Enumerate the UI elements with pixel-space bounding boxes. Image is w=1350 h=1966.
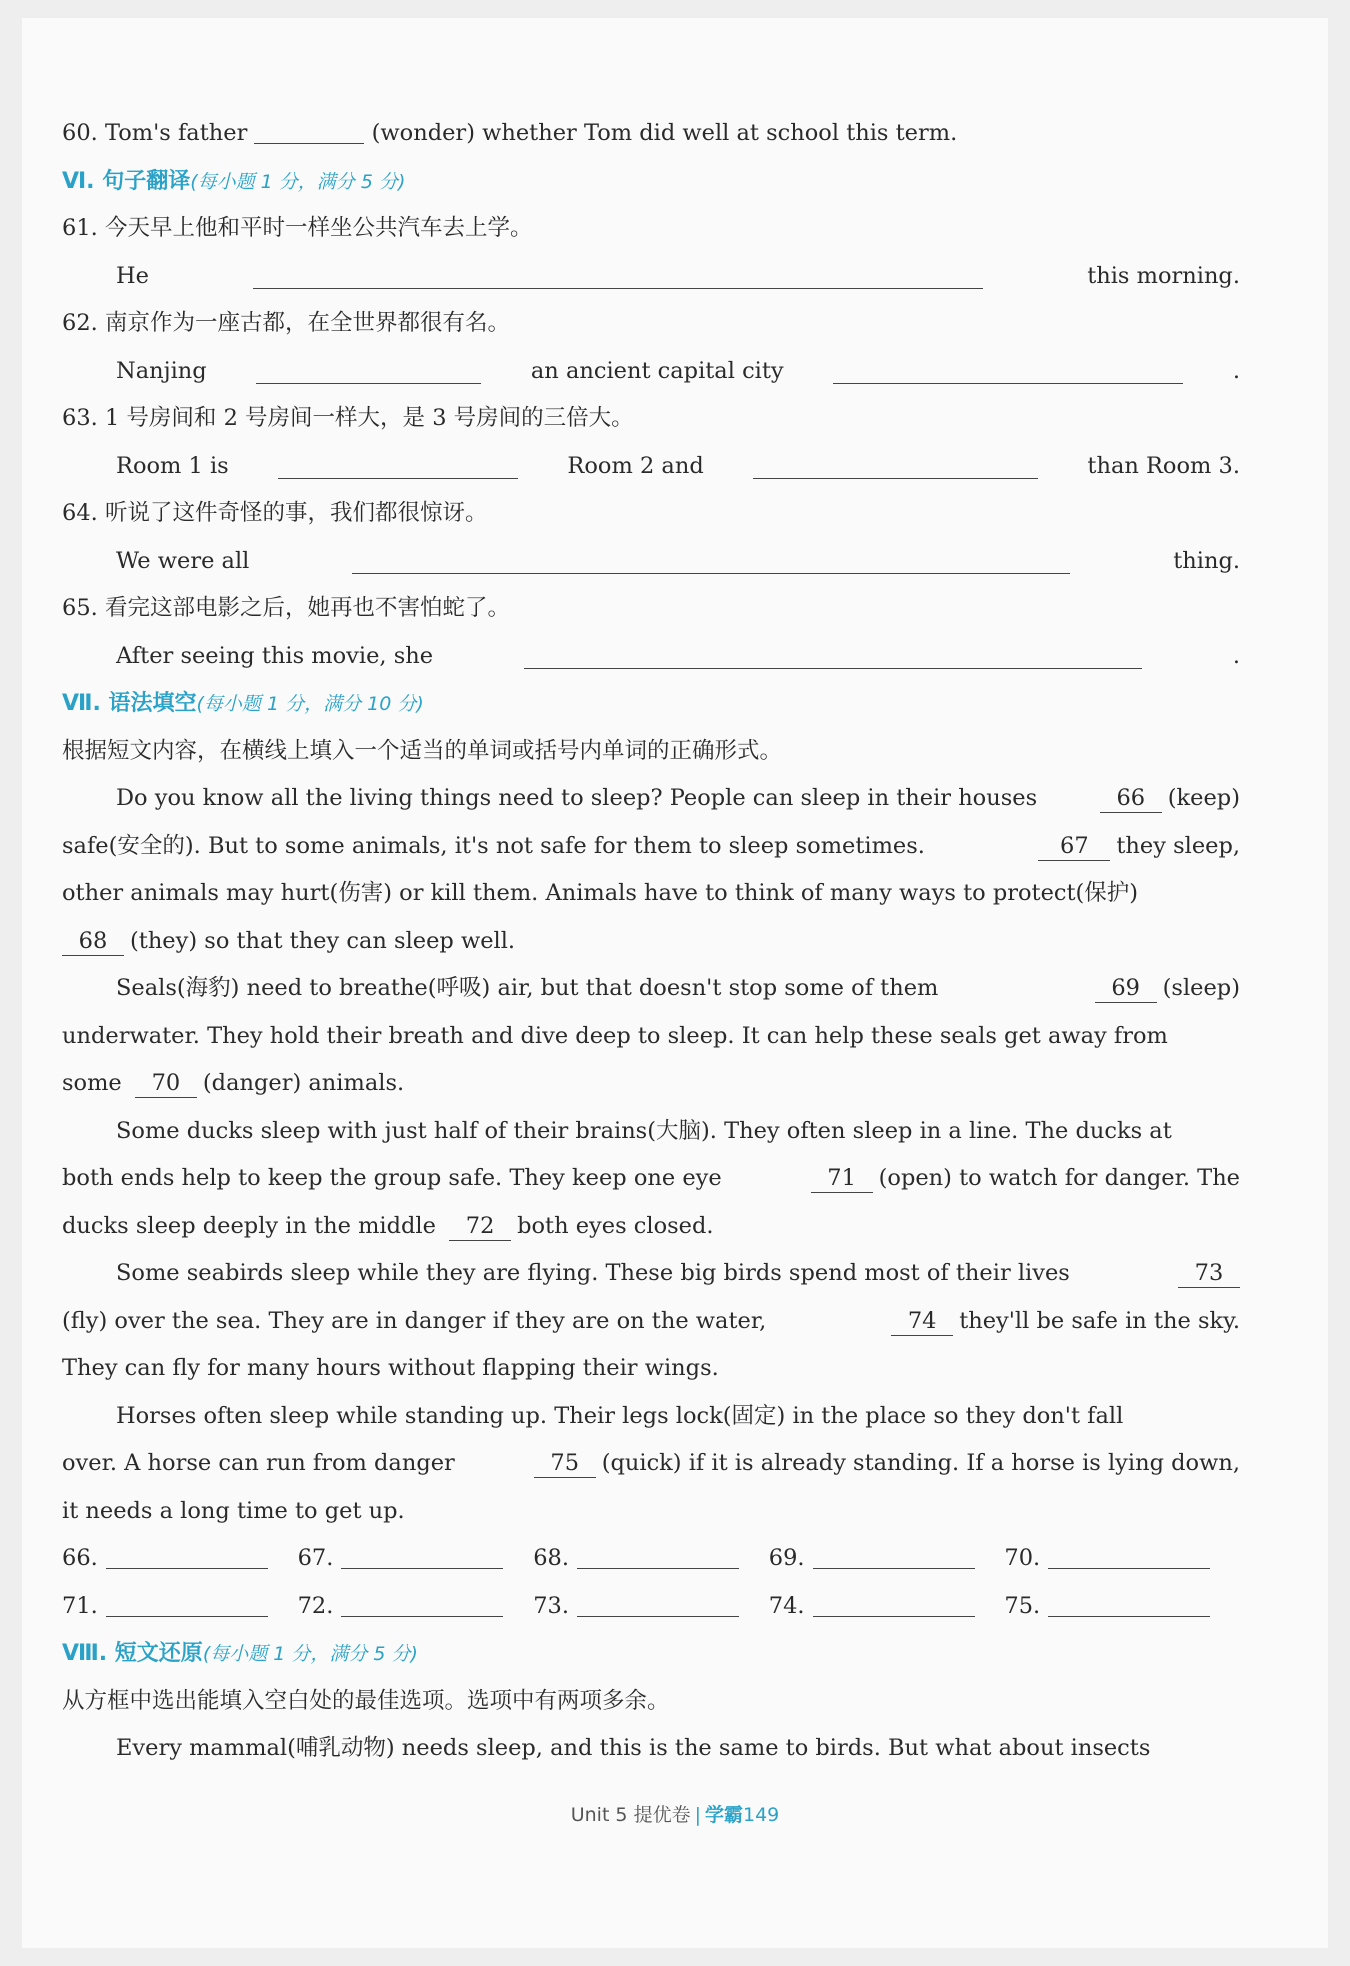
- section-7-instruction: 根据短文内容，在横线上填入一个适当的单词或括号内单词的正确形式。: [62, 737, 783, 764]
- blank-67[interactable]: 67: [1038, 832, 1110, 861]
- answer-blank[interactable]: [352, 549, 1070, 574]
- answer-blank-72[interactable]: [341, 1592, 503, 1617]
- footer-brand: 学霸: [704, 1804, 743, 1826]
- answer-blank[interactable]: [524, 644, 1142, 669]
- question-61-answer: He this morning.: [116, 262, 1240, 289]
- section-8-heading: Ⅷ. 短文还原(每小题 1 分，满分 5 分): [62, 1641, 418, 1666]
- question-65: 65. 看完这部电影之后，她再也不害怕蛇了。: [62, 595, 510, 621]
- question-65-answer: After seeing this movie, she .: [116, 642, 1240, 669]
- answer-blank-69[interactable]: [813, 1544, 975, 1569]
- cloze-passage: Do you know all the living things need to sleep? People can sleep in their houses 66 (keep) safe(安全的). But to some animals, it's not safe for them to sleep sometimes. 67 they sleep, other animals may hurt(伤害) or kill them. Animals have to think of many ways to protect(保护) 68 (they) so that they can sleep well. Seals(海豹) need to breathe(呼吸) air, but that doesn't stop some of them 69 (sleep) underwater. They hold their breath and dive deep to sleep. It can help these seals get away from some 70 (danger) animals. Some ducks sleep with just half of their brains(大脑). They often sleep in a line. The ducks at both ends help to keep the group safe. They keep one eye 71 (open) to watch for danger. The ducks sleep deeply in the middle 72 both eyes closed. Some seabirds sleep while they are flying. These big birds spend most of their lives 73 (fly) over the sea. They are in danger if they are on the water, 74 they'll be safe in the sky. They can fly for many hours without flapping their wings. Horses often sleep while standing up. Their legs lock(固定) in the place so they don't fall over. A horse can run from danger 75 (quick) if it is already standing. If a horse is lying down, it needs a long time to get up.: [62, 785, 1240, 1524]
- answer-blank-70[interactable]: [1048, 1544, 1210, 1569]
- blank-73[interactable]: 73: [1178, 1259, 1240, 1288]
- question-63-answer: Room 1 is Room 2 and than Room 3.: [116, 452, 1240, 479]
- page-number: 149: [743, 1804, 780, 1826]
- answer-blank-74[interactable]: [813, 1592, 975, 1617]
- answer-blank-73[interactable]: [577, 1592, 739, 1617]
- blank-70[interactable]: 70: [135, 1069, 197, 1098]
- question-63: 63. 1 号房间和 2 号房间一样大，是 3 号房间的三倍大。: [62, 405, 634, 431]
- worksheet: [62, 110, 1240, 1773]
- answer-blank[interactable]: [254, 119, 364, 144]
- question-62-answer: Nanjing an ancient capital city .: [116, 357, 1240, 384]
- question-64: 64. 听说了这件奇怪的事，我们都很惊讶。: [62, 500, 488, 526]
- footer-unit: Unit 5 提优卷: [570, 1804, 691, 1826]
- answer-blank-66[interactable]: [106, 1544, 268, 1569]
- answer-row-1: 66. 67. 68. 69. 70.: [62, 1535, 1240, 1583]
- section-6-heading: Ⅵ. 句子翻译(每小题 1 分，满分 5 分): [62, 168, 406, 194]
- question-61: 61. 今天早上他和平时一样坐公共汽车去上学。: [62, 215, 533, 241]
- answer-blank[interactable]: [833, 359, 1183, 384]
- blank-75[interactable]: 75: [534, 1449, 596, 1478]
- blank-66[interactable]: 66: [1100, 784, 1162, 813]
- question-62: 62. 南京作为一座古都，在全世界都很有名。: [62, 310, 510, 336]
- answer-blank-75[interactable]: [1048, 1592, 1210, 1617]
- answer-blank[interactable]: [256, 359, 481, 384]
- question-60: 60. Tom's father (wonder) whether Tom did well at school this term.: [62, 120, 958, 146]
- answer-blank[interactable]: [753, 454, 1038, 479]
- page-footer: Unit 5 提优卷 | 学霸149: [570, 1804, 780, 1826]
- answer-blank-68[interactable]: [577, 1544, 739, 1569]
- answer-blank-67[interactable]: [341, 1544, 503, 1569]
- question-64-answer: We were all thing.: [116, 547, 1240, 574]
- blank-72[interactable]: 72: [449, 1212, 511, 1241]
- section-8-instruction: 从方框中选出能填入空白处的最佳选项。选项中有两项多余。: [62, 1687, 670, 1714]
- answer-blank-71[interactable]: [106, 1592, 268, 1617]
- answer-blank[interactable]: [253, 264, 983, 289]
- section-7-heading: Ⅶ. 语法填空(每小题 1 分，满分 10 分): [62, 691, 424, 716]
- blank-68[interactable]: 68: [62, 927, 124, 956]
- answer-row-2: 71. 72. 73. 74. 75.: [62, 1583, 1240, 1631]
- blank-69[interactable]: 69: [1095, 974, 1157, 1003]
- answer-blank[interactable]: [278, 454, 518, 479]
- blank-71[interactable]: 71: [811, 1164, 873, 1193]
- blank-74[interactable]: 74: [891, 1307, 953, 1336]
- section-8-passage-line: Every mammal(哺乳动物) needs sleep, and this is the same to birds. But what about insects: [116, 1735, 1151, 1761]
